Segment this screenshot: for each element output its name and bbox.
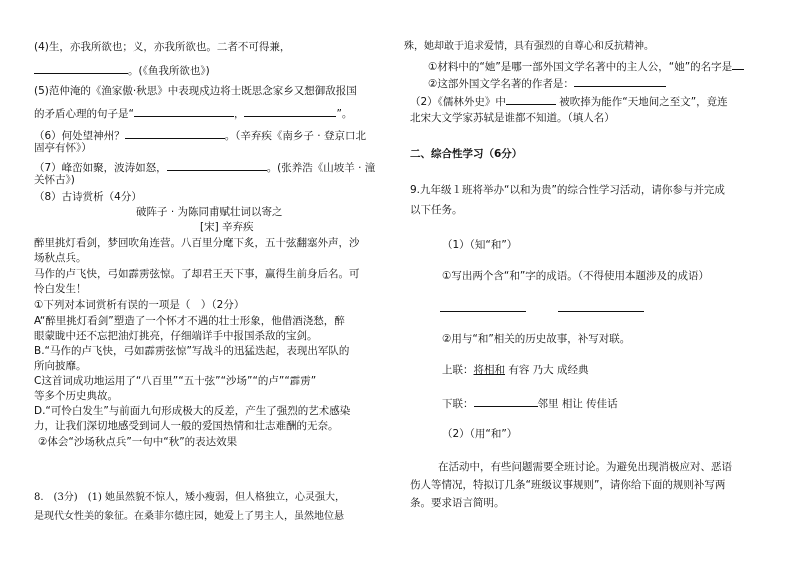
option-c-cont: 等多个历史典故。 (34, 390, 118, 402)
answer-blank[interactable] (34, 62, 128, 74)
answer-blank[interactable] (134, 105, 234, 117)
option-c[interactable]: C这首词成功地运用了“八百里”“五十弦”“沙场”“的卢”“霹雳” (34, 375, 317, 387)
option-a-cont: 眼蒙眬中还不忘把油灯挑亮，仔细端详手中报国杀敌的宝剑。 (34, 330, 318, 342)
poem-line: 场秋点兵。 (34, 252, 87, 264)
option-d[interactable]: D.“可怜白发生”与前面九句形成极大的反差，产生了强烈的艺术感染 (34, 405, 351, 417)
q7-line1: （7）峰峦如聚，波涛如怒， 。(张养浩《山坡羊 · 潼 (34, 159, 375, 175)
option-b[interactable]: B.“马作的卢飞快，弓如霹雳弦惊”写战斗的迅猛迭起，表现出军队的 (34, 345, 350, 357)
option-b-cont: 所向披靡。 (34, 360, 87, 372)
task-2-para-2: 伤人等情况，特拟订几条“班级议事规则”，请你给下面的规则补写两 (410, 479, 726, 491)
lower-couplet: 下联： 邻里 相让 传佳话 (442, 395, 618, 411)
q5-line2: 的矛盾心理的句子是“ ， ”。 (34, 105, 352, 121)
q5-line1: (5)范仲淹的《渔家傲·秋思》中表现戍边将士既思念家乡又想御敌报国 (34, 85, 357, 97)
sub-question-2: ②体会“沙场秋点兵”一句中“秋”的表达效果 (38, 436, 238, 448)
q4-line1: (4)生，亦我所欲也；义，亦我所欲也。二者不可得兼， (34, 41, 291, 53)
task-1-heading: （1）（知“和”） (442, 239, 518, 251)
q6-line1: （6）何处望神州？ 。（辛弃疾《南乡子 · 登京口北 (34, 127, 366, 143)
q8-main-line2: 是现代女性美的象征。在桑菲尔德庄园，她爱上了男主人，虽然地位悬 (34, 511, 344, 522)
answer-blank[interactable] (167, 159, 267, 171)
task-1-question: ①写出两个含“和”字的成语。（不得使用本题涉及的成语） (442, 270, 710, 282)
option-d-cont: 力，让我们深切地感受到词人一般的爱国热情和壮志难酬的无奈。 (34, 420, 339, 432)
task-2-heading: （2）（用“和”） (442, 428, 518, 440)
section-2-heading: 二、综合性学习（6分） (410, 148, 523, 160)
q9-line1: 9.九年级１班将举办“以和为贵”的综合性学习活动，请你参与并完成 (410, 184, 725, 196)
q8-continued: 殊，她却敢于追求爱情，具有强烈的自尊心和反抗精神。 (404, 41, 654, 52)
poem-author: [宋] 辛弃疾 (200, 221, 254, 233)
q6-line2: 固亭有怀》） (34, 142, 92, 154)
poem-line: 马作的卢飞快，弓如霹雳弦惊。了却君王天下事，赢得生前身后名。可 (34, 268, 360, 280)
couplet-blank[interactable] (474, 395, 538, 407)
q9-line2: 以下任务。 (410, 204, 463, 216)
poem-line: 怜白发生！ (34, 283, 87, 295)
r-q3: （2）《儒林外史》中 被吹捧为能作“天地间之至文”，竟连 (410, 93, 728, 109)
answer-blank[interactable] (732, 58, 744, 70)
idiom-answers (440, 300, 644, 316)
answer-blank[interactable] (506, 93, 556, 105)
idiom-blank-1[interactable] (440, 300, 526, 312)
sub-question-1: ①下列对本词赏析有误的一项是（ ）（2分） (34, 299, 245, 311)
answer-blank[interactable] (125, 127, 225, 139)
r-q1: ①材料中的“她”是哪一部外国文学名著中的主人公，“她”的名字是 (428, 58, 744, 74)
task-2-para-1: 在活动中，有些问题需要全班讨论。为避免出现消极应对、恶语 (438, 461, 732, 473)
answer-blank[interactable] (244, 105, 336, 117)
task-1-question-2: ②用与“和”相关的历史故事，补写对联。 (442, 333, 631, 345)
poem-title: 破阵子 · 为陈同甫赋壮词以寄之 (136, 206, 283, 218)
r-q2: ②这部外国文学名著的作者是： (428, 75, 666, 91)
idiom-blank-2[interactable] (558, 300, 644, 312)
option-a[interactable]: A“醉里挑灯看剑”塑造了一个怀才不遇的壮士形象，他借酒浇愁，醉 (34, 315, 345, 327)
task-2-para-3: 条。要求语言简明。 (410, 497, 505, 509)
answer-blank[interactable] (574, 75, 666, 87)
q4-line2: 。(《鱼我所欲也》) (34, 62, 210, 78)
q8-main-line1: 8. (3分) (1) 她虽然貌不惊人，矮小瘦弱，但人格独立，心灵强大， (34, 492, 346, 503)
q7-line2: 关怀古》) (34, 174, 75, 186)
q8-label: （8）古诗赏析（4分） (34, 191, 142, 203)
upper-couplet: 上联：将相和 有容 乃大 成经典 (442, 364, 589, 376)
r-q3-cont: 北宋大文学家苏轼是谁都不知道。（填人名） (410, 112, 615, 124)
poem-line: 醉里挑灯看剑，梦回吹角连营。八百里分麾下炙，五十弦翻塞外声，沙 (34, 237, 360, 249)
